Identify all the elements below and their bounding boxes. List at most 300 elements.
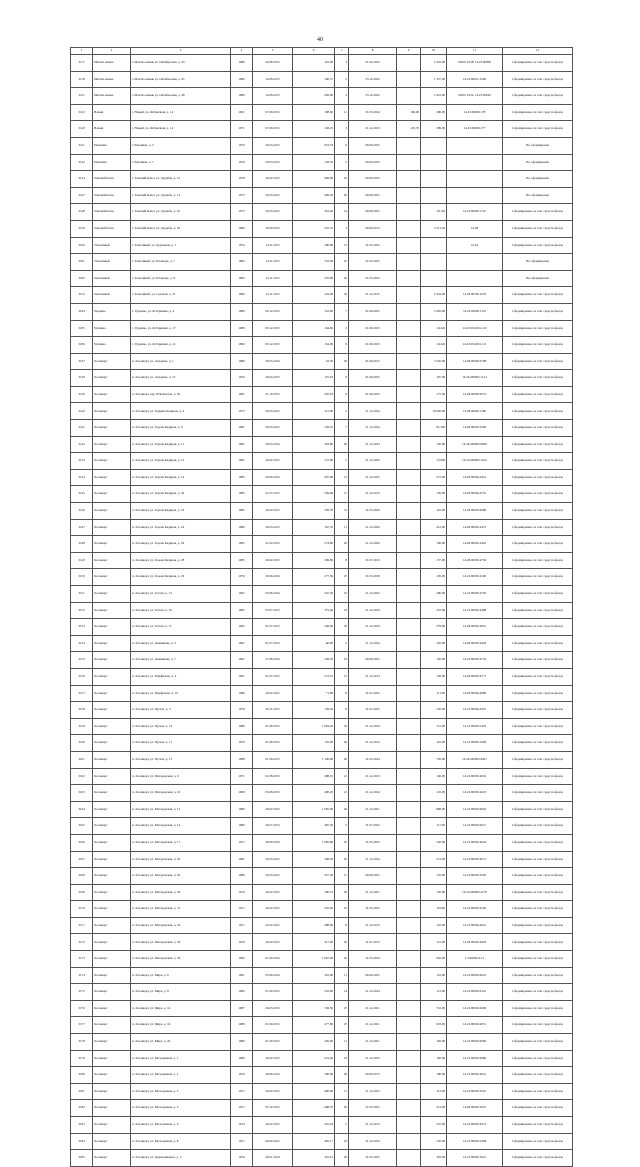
date-cell: 26.03.2015 xyxy=(253,868,293,885)
address-cell: г. Новый, ул. Фабричная, д. 14 xyxy=(131,121,231,138)
sum-cell xyxy=(421,237,447,254)
amount-cell xyxy=(397,469,421,486)
code-cell: 14.23.00002.4595 xyxy=(447,868,503,885)
sum-cell: 237,00 xyxy=(421,1117,447,1134)
locality-cell: Томский Ключ xyxy=(93,220,131,237)
count-cell: 9 xyxy=(335,386,349,403)
code-cell: 14.23.00021.1000 xyxy=(447,71,503,88)
locality-cell: Хасавюрт xyxy=(93,751,131,768)
sum-cell: 3 495,00 xyxy=(421,303,447,320)
amount-cell xyxy=(397,171,421,188)
deadline-cell: 21.12.2015 xyxy=(349,1117,397,1134)
status-cell: Сформировано за счет средств фонда xyxy=(503,768,573,785)
code-cell: 14.28.00002.2296 xyxy=(447,420,503,437)
year-cell: 1983 xyxy=(231,270,253,287)
date-cell: 20.03.2015 xyxy=(253,420,293,437)
amount-cell xyxy=(397,88,421,105)
date-cell: 14.11.2015 xyxy=(253,270,293,287)
code-cell: 14.23.00002.6986 xyxy=(447,1050,503,1067)
date-cell: 26.02.2015 xyxy=(253,801,293,818)
code-cell: 03001 1032, 14.23.00020 xyxy=(447,88,503,105)
amount-cell xyxy=(397,220,421,237)
status-cell: Не сформирован xyxy=(503,187,573,204)
status-cell: Сформировано за счет средств фонда xyxy=(503,287,573,304)
area-cell: 249,60 xyxy=(293,619,335,636)
deadline-cell: 21.12.2023 xyxy=(349,768,397,785)
sum-cell: 102,00 xyxy=(421,702,447,719)
code-cell: 14.24.000002.6001 xyxy=(447,751,503,768)
amount-cell xyxy=(397,917,421,934)
code-cell: 14.28.00002.4461 xyxy=(447,469,503,486)
table-row xyxy=(71,884,573,901)
table-row xyxy=(71,503,573,520)
date-cell: 26.03.2015 xyxy=(253,137,293,154)
table-row xyxy=(71,917,573,934)
deadline-cell: 09.09.2015 xyxy=(349,1067,397,1084)
year-cell: 1961 xyxy=(231,652,253,669)
date-cell: 09.12.2015 xyxy=(253,337,293,354)
status-cell: Сформировано за счет средств фонда xyxy=(503,303,573,320)
sum-cell: 121,00 xyxy=(421,934,447,951)
address-cell: п. Хасавюрт, ул. Героев Кадиров, д. 29 xyxy=(131,569,231,586)
row-id-cell: 3141 xyxy=(71,137,93,154)
status-cell: Сформировано за счет средств фонда xyxy=(503,536,573,553)
year-cell: 1961 xyxy=(231,104,253,121)
sum-cell: 902,00 xyxy=(421,951,447,968)
code-cell: 14.24.000002.6609 xyxy=(447,436,503,453)
row-id-cell: 3154 xyxy=(71,635,93,652)
deadline-cell: 21.12.2021 xyxy=(349,884,397,901)
count-cell: 20 xyxy=(335,187,349,204)
year-cell: 1961 xyxy=(231,668,253,685)
code-cell: 14.23.000002.1612 xyxy=(447,453,503,470)
year-cell: 1976 xyxy=(231,1067,253,1084)
row-id-cell: 3175 xyxy=(71,984,93,1001)
year-cell: 1987 xyxy=(231,1000,253,1017)
date-cell: 26.02.2015 xyxy=(253,901,293,918)
date-cell: 26.02.2015 xyxy=(253,685,293,702)
address-cell: п. Хасавюрт, ул. Агидаева, д. 1 xyxy=(131,353,231,370)
code-cell: 14.23.00002.4551 xyxy=(447,1117,503,1134)
area-cell: 1 100,60 xyxy=(293,751,335,768)
address-cell: п. Хасавюрт, ул. Магоровская, д. 36 xyxy=(131,934,231,951)
deadline-cell: 01.09.2025 xyxy=(349,320,397,337)
locality-cell: Хасавюрт xyxy=(93,735,131,752)
table-row xyxy=(71,1100,573,1117)
locality-cell: Хасавюрт xyxy=(93,785,131,802)
status-cell: Сформировано за счет средств фонда xyxy=(503,586,573,603)
date-cell: 01.08.2015 xyxy=(253,718,293,735)
date-cell: 26.02.2015 xyxy=(253,552,293,569)
amount-cell xyxy=(397,552,421,569)
table-row xyxy=(71,718,573,735)
address-cell: п. Хасавюрт, ул. Героев Кадиров, д. 24 xyxy=(131,519,231,536)
year-cell: 1971 xyxy=(231,1100,253,1117)
address-cell: п. Хасавюрт, ул. Пугача, д. 11 xyxy=(131,735,231,752)
deadline-cell: 01.09.2025 xyxy=(349,303,397,320)
amount-cell xyxy=(397,519,421,536)
status-cell: Сформировано за счет средств фонда xyxy=(503,1150,573,1167)
deadline-cell: 21.12.2023 xyxy=(349,121,397,138)
table-row xyxy=(71,403,573,420)
locality-cell: Хасавюрт xyxy=(93,984,131,1001)
amount-cell xyxy=(397,187,421,204)
row-id-cell: 3161 xyxy=(71,751,93,768)
amount-cell xyxy=(397,768,421,785)
locality-cell: Хасавюрт xyxy=(93,1050,131,1067)
amount-cell: 190,00 xyxy=(397,104,421,121)
amount-cell xyxy=(397,403,421,420)
count-cell: 2 xyxy=(335,1117,349,1134)
date-cell: 01.07.2015 xyxy=(253,619,293,636)
sum-cell: 716,00 xyxy=(421,1000,447,1017)
deadline-cell: 31.03.2024 xyxy=(349,951,397,968)
address-cell: п. Хасавюрт, ул. Молодежная, д. 6 xyxy=(131,1117,231,1134)
table-row xyxy=(71,586,573,603)
date-cell: 20.03.2015 xyxy=(253,403,293,420)
deadline-cell: 21.12.2023 xyxy=(349,1083,397,1100)
count-cell: 26 xyxy=(335,1150,349,1167)
sum-cell: 121,00 xyxy=(421,984,447,1001)
row-id-cell: 3121 xyxy=(71,88,93,105)
deadline-cell: 21.12.2026 xyxy=(349,536,397,553)
area-cell: 159,50 xyxy=(293,702,335,719)
row-id-cell: 3147 xyxy=(71,519,93,536)
row-id-cell: 3139 xyxy=(71,386,93,403)
deadline-cell: 21.12.2026 xyxy=(349,453,397,470)
deadline-cell: 21.12.2024 xyxy=(349,635,397,652)
table-row xyxy=(71,569,573,586)
code-cell: 16.24 xyxy=(447,237,503,254)
address-cell: г. Мехтиз-Авань ул. Октябрьская, д. 45 xyxy=(131,71,231,88)
count-cell: 8 xyxy=(335,917,349,934)
sum-cell: 314,00 xyxy=(421,1100,447,1117)
year-cell: 1990 xyxy=(231,337,253,354)
code-cell: 14.23.00000.178 xyxy=(447,104,503,121)
address-cell: п. Хасавюрт, ул. Магоровская, д. 10 xyxy=(131,785,231,802)
column-number-cell: 10 xyxy=(421,48,447,55)
amount-cell xyxy=(397,868,421,885)
table-row xyxy=(71,287,573,304)
address-cell: п. Хасавюрт, ул. Донникова, д. 3 xyxy=(131,635,231,652)
locality-cell: Хасавюрт xyxy=(93,1100,131,1117)
amount-cell xyxy=(397,967,421,984)
locality-cell: Тополиный xyxy=(93,237,131,254)
table-row xyxy=(71,370,573,387)
sum-cell xyxy=(421,187,447,204)
locality-cell: Хасавюрт xyxy=(93,1083,131,1100)
sum-cell: 2 401,00 xyxy=(421,88,447,105)
table-row xyxy=(71,967,573,984)
date-cell: 26.02.2015 xyxy=(253,171,293,188)
row-id-cell: 3178 xyxy=(71,1034,93,1051)
date-cell: 26.03.2015 xyxy=(253,519,293,536)
code-cell: 14.28.00002.4756 xyxy=(447,552,503,569)
count-cell: 21 xyxy=(335,785,349,802)
address-cell: п. Хасавюрт, ул. Молодежная, д. 5 xyxy=(131,1100,231,1117)
year-cell: 1965 xyxy=(231,619,253,636)
status-cell: Сформировано за счет средств фонда xyxy=(503,735,573,752)
locality-cell: Хасавюрт xyxy=(93,668,131,685)
count-cell: 2 xyxy=(335,71,349,88)
deadline-cell: 21.12.2021 xyxy=(349,801,397,818)
deadline-cell: 31.05.2025 xyxy=(349,1150,397,1167)
year-cell: 1981 xyxy=(231,420,253,437)
date-cell: 27.08.2016 xyxy=(253,652,293,669)
status-cell: Сформировано за счет средств фонда xyxy=(503,718,573,735)
table-row xyxy=(71,984,573,1001)
row-id-cell: 3176 xyxy=(71,1000,93,1017)
deadline-cell: 21.12.2024 xyxy=(349,619,397,636)
area-cell: 495,17 xyxy=(293,1133,335,1150)
area-cell: 163,00 xyxy=(293,55,335,72)
area-cell: 320,60 xyxy=(293,1034,335,1051)
status-cell: Сформировано за счет средств фонда xyxy=(503,801,573,818)
amount-cell xyxy=(397,55,421,72)
count-cell: 46 xyxy=(335,801,349,818)
column-number-cell: 12 xyxy=(503,48,573,55)
sum-cell: 117,00 xyxy=(421,818,447,835)
year-cell: 1975 xyxy=(231,187,253,204)
year-cell: 1985 xyxy=(231,552,253,569)
year-cell: 1960 xyxy=(231,984,253,1001)
year-cell: 1971 xyxy=(231,768,253,785)
count-cell: 12 xyxy=(335,237,349,254)
amount-cell xyxy=(397,751,421,768)
area-cell: 558,78 xyxy=(293,503,335,520)
amount-cell xyxy=(397,254,421,271)
locality-cell: Хасавюрт xyxy=(93,917,131,934)
table-row xyxy=(71,685,573,702)
year-cell: 1982 xyxy=(231,220,253,237)
amount-cell xyxy=(397,1133,421,1150)
area-cell: 192,25 xyxy=(293,121,335,138)
amount-cell xyxy=(397,353,421,370)
address-cell: п. Хасавюрт, ул. Молодежная, д. 2 xyxy=(131,1067,231,1084)
address-cell: п. Хасавюрт, ул. Пугача, д. 15 xyxy=(131,751,231,768)
date-cell: 30.09.2016 xyxy=(253,834,293,851)
row-id-cell: 3174 xyxy=(71,967,93,984)
row-id-cell: 3148 xyxy=(71,204,93,221)
status-cell: Сформировано за счет средств фонда xyxy=(503,552,573,569)
sum-cell: 898,00 xyxy=(421,801,447,818)
count-cell: 8 xyxy=(335,552,349,569)
date-cell: 07.09.2015 xyxy=(253,104,293,121)
date-cell: 01.10.2015 xyxy=(253,386,293,403)
code-cell: 14.28.00002.4986 xyxy=(447,685,503,702)
row-id-cell: 3122 xyxy=(71,104,93,121)
table-row xyxy=(71,834,573,851)
table-row xyxy=(71,1067,573,1084)
locality-cell: Хасавюрт xyxy=(93,934,131,951)
deadline-cell: 21.12.2021 xyxy=(349,1017,397,1034)
count-cell: 3 xyxy=(335,55,349,72)
table-row xyxy=(71,303,573,320)
date-cell: 03.12.2015 xyxy=(253,1100,293,1117)
deadline-cell: 21.03.2025 xyxy=(349,270,397,287)
table-row xyxy=(71,1017,573,1034)
table-row xyxy=(71,237,573,254)
table-row xyxy=(71,55,573,72)
date-cell: 22.02.2015 xyxy=(253,917,293,934)
count-cell: 27 xyxy=(335,1000,349,1017)
year-cell: 1978 xyxy=(231,171,253,188)
sum-cell xyxy=(421,154,447,171)
address-cell: п. Хасавюрт, ул. Героев Кадиров, д. 14 xyxy=(131,469,231,486)
address-cell: п. Хасавюрт, ул. Панфилова, д. 4 xyxy=(131,668,231,685)
sum-cell: 175,00 xyxy=(421,386,447,403)
locality-cell: Хасавюрт xyxy=(93,1017,131,1034)
locality-cell: Хасавюрт xyxy=(93,503,131,520)
deadline-cell: 01.09.2025 xyxy=(349,337,397,354)
code-cell: 14.23.000002.4170 xyxy=(447,884,503,901)
area-cell: 490,20 xyxy=(293,785,335,802)
address-cell: п. Хасавюрт, ул. Орджоникидзе, д. 3 xyxy=(131,1150,231,1167)
date-cell: 01.09.2015 xyxy=(253,1034,293,1051)
address-cell: п. Хасавюрт, ул. Пугача, д. 3 xyxy=(131,702,231,719)
code-cell: 14.23.00002.4561 xyxy=(447,1083,503,1100)
deadline-cell: 21.12.2024 xyxy=(349,403,397,420)
sum-cell: 105,00 xyxy=(421,569,447,586)
locality-cell: Хасавюрт xyxy=(93,1133,131,1150)
year-cell: 1976 xyxy=(231,370,253,387)
count-cell: 46 xyxy=(335,735,349,752)
date-cell: 04.09.2015 xyxy=(253,1133,293,1150)
date-cell: 26.03.2015 xyxy=(253,204,293,221)
table-row xyxy=(71,436,573,453)
locality-cell: Хасавюрт xyxy=(93,469,131,486)
deadline-cell: 21.12.2024 xyxy=(349,984,397,1001)
locality-cell: Хасавюрт xyxy=(93,602,131,619)
code-cell: 14.28.00002.4771 xyxy=(447,668,503,685)
sum-cell: 101,00 xyxy=(421,785,447,802)
deadline-cell: 31.05.2024 xyxy=(349,104,397,121)
deadline-cell: 21.12.2024 xyxy=(349,602,397,619)
sum-cell: 286,00 xyxy=(421,104,447,121)
code-cell: 14.28.00002.4462 xyxy=(447,536,503,553)
area-cell: 1 007,60 xyxy=(293,951,335,968)
date-cell: 26.04.2015 xyxy=(253,370,293,387)
row-id-cell: 3151 xyxy=(71,586,93,603)
address-cell: п. Хасавюрт, ул. Мира, д. 14 xyxy=(131,1000,231,1017)
address-cell: г. Тополиный, ул. Площадь, д. 7 xyxy=(131,254,231,271)
amount-cell xyxy=(397,818,421,835)
code-cell: 14.23.00002.4671 xyxy=(447,851,503,868)
status-cell: Сформировано за счет средств фонда xyxy=(503,619,573,636)
row-id-cell: 3149 xyxy=(71,552,93,569)
code-cell xyxy=(447,270,503,287)
deadline-cell: 09.09.2025 xyxy=(349,137,397,154)
deadline-cell: 01.09.2025 xyxy=(349,386,397,403)
date-cell: 26.02.2015 xyxy=(253,884,293,901)
address-cell: г. Удорино, ул. Ф.Гаршина, д. 21 xyxy=(131,337,231,354)
year-cell: 1980 xyxy=(231,1050,253,1067)
date-cell: 01.08.2015 xyxy=(253,735,293,752)
table-row xyxy=(71,121,573,138)
row-id-cell: 3140 xyxy=(71,121,93,138)
status-cell: Сформировано за счет средств фонда xyxy=(503,934,573,951)
row-id-cell: 3144 xyxy=(71,469,93,486)
row-id-cell: 3137 xyxy=(71,353,93,370)
area-cell: 239,60 xyxy=(293,486,335,503)
count-cell: 14 xyxy=(335,984,349,1001)
date-cell: 20.02.2015 xyxy=(253,453,293,470)
table-row xyxy=(71,187,573,204)
code-cell xyxy=(447,254,503,271)
row-id-cell: 3153 xyxy=(71,619,93,636)
table-row xyxy=(71,768,573,785)
address-cell: п. Хасавюрт, ул. Молодежная, д. 1 xyxy=(131,1050,231,1067)
area-cell: 370,80 xyxy=(293,270,335,287)
locality-cell: Хасавюрт xyxy=(93,1000,131,1017)
date-cell: 26.07.2015 xyxy=(253,818,293,835)
address-cell: п. Хасавюрт, ул. Магоровская, д. 17 xyxy=(131,834,231,851)
amount-cell xyxy=(397,137,421,154)
deadline-cell: 21.12.2013 xyxy=(349,486,397,503)
deadline-cell: 21.12.2026 xyxy=(349,519,397,536)
locality-cell: Хасавюрт xyxy=(93,1117,131,1134)
amount-cell xyxy=(397,851,421,868)
deadline-cell: 09.09.2015 xyxy=(349,220,397,237)
row-id-cell: 3164 xyxy=(71,801,93,818)
address-cell: г. Новый, ул. Фабричная, д. 14 xyxy=(131,104,231,121)
year-cell: 1981 xyxy=(231,386,253,403)
amount-cell xyxy=(397,1000,421,1017)
row-id-cell: 3118 xyxy=(71,71,93,88)
row-id-cell: 3180 xyxy=(71,1067,93,1084)
table-row xyxy=(71,270,573,287)
count-cell: 8 xyxy=(335,702,349,719)
area-cell: 247,50 xyxy=(293,586,335,603)
amount-cell xyxy=(397,420,421,437)
count-cell: 10 xyxy=(335,586,349,603)
address-cell: п. Хасавюрт, ул. Магоровская, д. 39 xyxy=(131,951,231,968)
count-cell: 23 xyxy=(335,1133,349,1150)
locality-cell: Хасавюрт xyxy=(93,718,131,735)
amount-cell xyxy=(397,1150,421,1167)
sum-cell: 274,00 xyxy=(421,851,447,868)
sum-cell: 13,900 xyxy=(421,453,447,470)
amount-cell xyxy=(397,237,421,254)
code-cell: 14.23.00002.4106 xyxy=(447,569,503,586)
status-cell: Не сформирован xyxy=(503,137,573,154)
address-cell: п. Хасавюрт, ул. Гоголя, д. 16 xyxy=(131,602,231,619)
area-cell: 232,70 xyxy=(293,220,335,237)
year-cell: 1971 xyxy=(231,901,253,918)
sum-cell: 236,00 xyxy=(421,834,447,851)
year-cell: 1985 xyxy=(231,486,253,503)
code-cell: 14.23.00002.4702 xyxy=(447,586,503,603)
area-cell: 152,60 xyxy=(293,735,335,752)
amount-cell xyxy=(397,270,421,287)
area-cell: 488,10 xyxy=(293,768,335,785)
count-cell: 22 xyxy=(335,901,349,918)
count-cell: 7 xyxy=(335,420,349,437)
column-number-cell: 7 xyxy=(335,48,349,55)
year-cell: 1989 xyxy=(231,88,253,105)
address-cell: п. Хасавюрт, ул. Мира, д. 6 xyxy=(131,967,231,984)
year-cell: 1989 xyxy=(231,868,253,885)
year-cell: 1981 xyxy=(231,436,253,453)
row-id-cell: 3163 xyxy=(71,785,93,802)
status-cell: Сформировано за счет средств фонда xyxy=(503,1100,573,1117)
date-cell: 24.08.2015 xyxy=(253,55,293,72)
area-cell: 306,00 xyxy=(293,1067,335,1084)
code-cell: 14.23.00002.6096 xyxy=(447,1034,503,1051)
code-cell xyxy=(447,137,503,154)
count-cell: 11 xyxy=(335,104,349,121)
area-cell: 1 094,20 xyxy=(293,718,335,735)
